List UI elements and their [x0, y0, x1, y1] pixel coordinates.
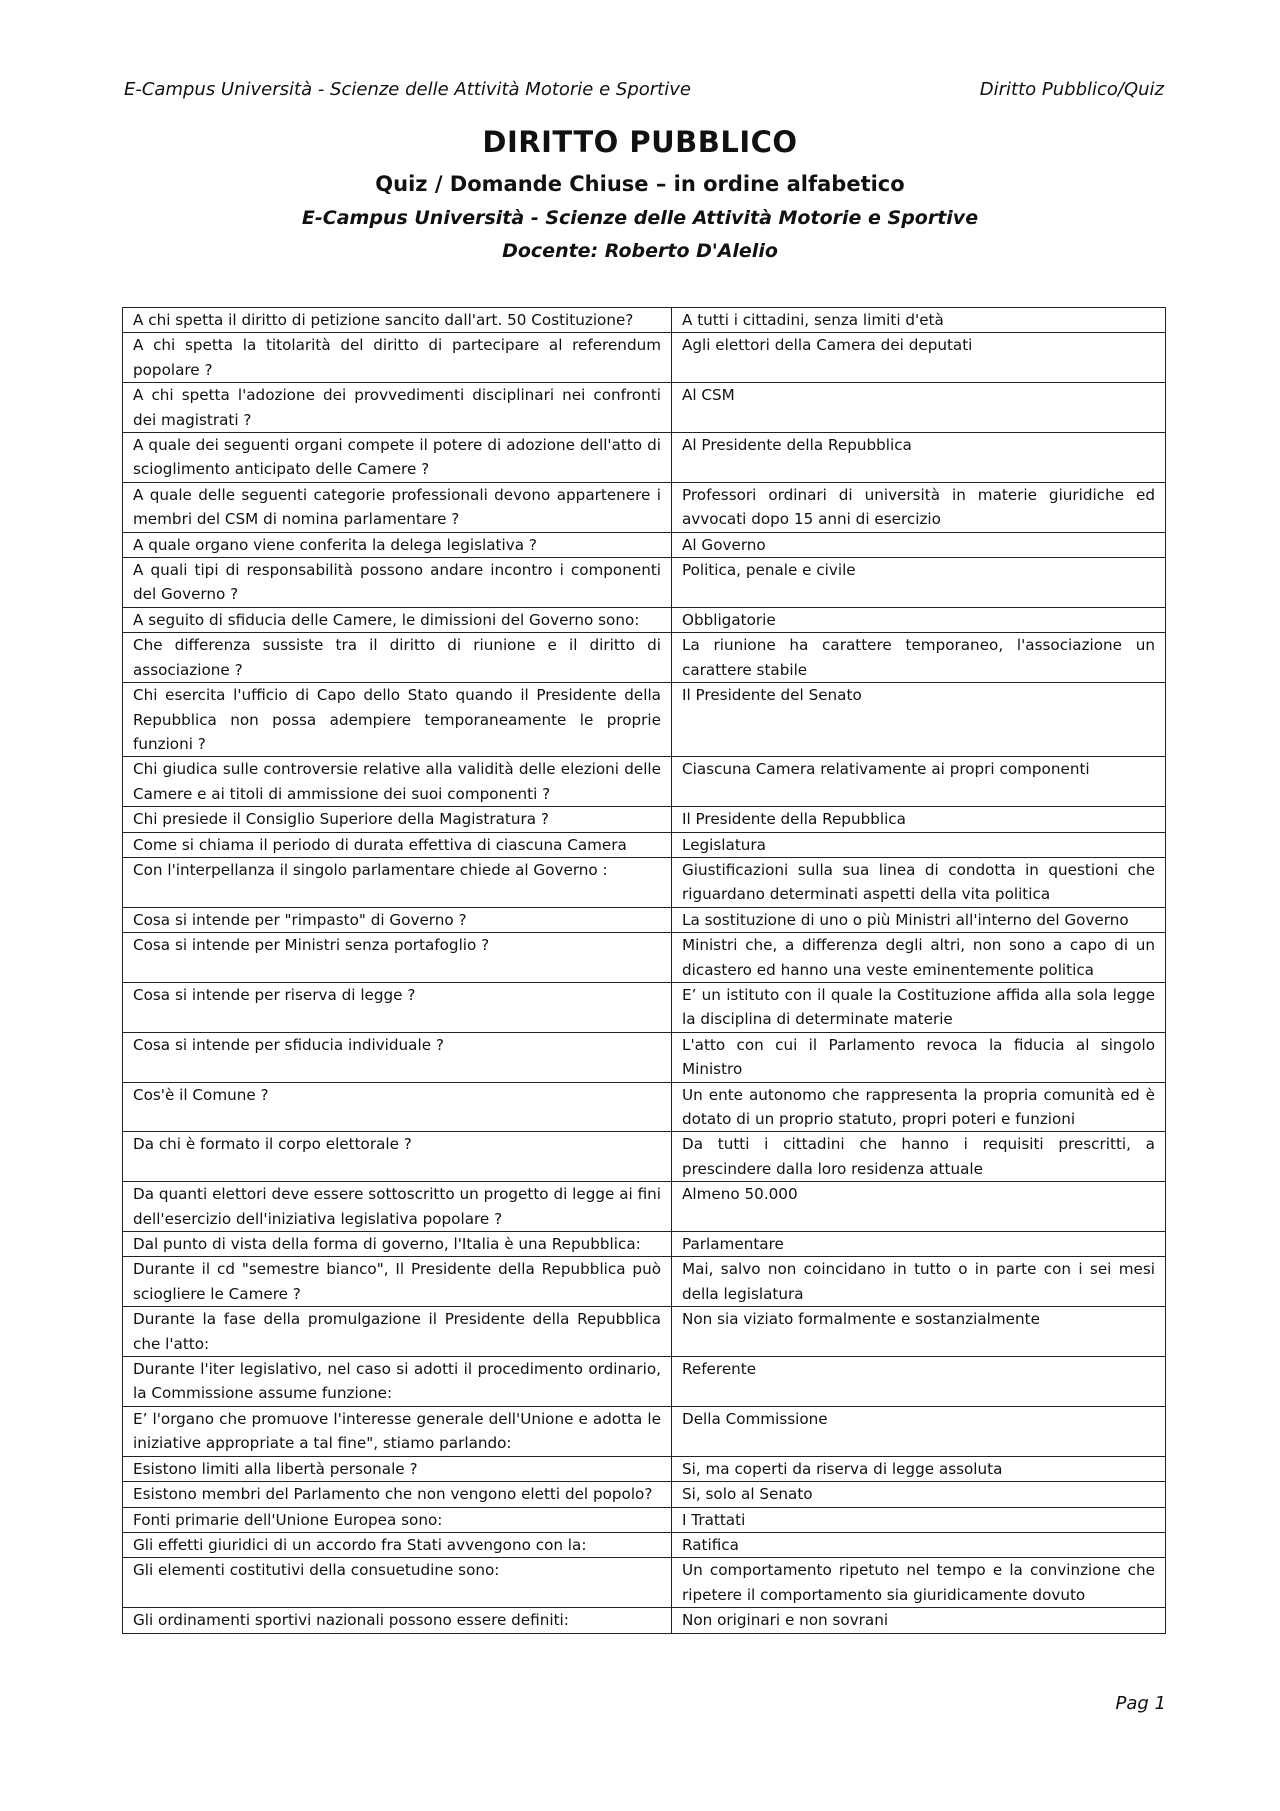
answer-cell: A tutti i cittadini, senza limiti d'età — [672, 308, 1166, 333]
answer-cell: Almeno 50.000 — [672, 1182, 1166, 1232]
question-cell: Fonti primarie dell'Unione Europea sono: — [123, 1507, 672, 1532]
table-row — [123, 308, 1166, 333]
question-cell: E’ l'organo che promuove l'interesse generale dell'Unione e adotta le iniziative appropriate a tal fine", stiamo parlando: — [123, 1406, 672, 1456]
answer-cell: Non sia viziato formalmente e sostanzialmente — [672, 1307, 1166, 1357]
answer-cell: Il Presidente della Repubblica — [672, 807, 1166, 832]
question-cell: Esistono membri del Parlamento che non vengono eletti del popolo? — [123, 1482, 672, 1507]
table-row — [123, 807, 1166, 832]
answer-cell: Obbligatorie — [672, 607, 1166, 632]
answer-cell: L'atto con cui il Parlamento revoca la fiducia al singolo Ministro — [672, 1032, 1166, 1082]
answer-cell: Agli elettori della Camera dei deputati — [672, 333, 1166, 383]
question-cell: Dal punto di vista della forma di governo, l'Italia è una Repubblica: — [123, 1232, 672, 1257]
question-cell: Chi giudica sulle controversie relative alla validità delle elezioni delle Camere e ai titoli di ammissione dei suoi componenti ? — [123, 757, 672, 807]
table-row — [123, 1032, 1166, 1082]
table-row — [123, 1456, 1166, 1481]
question-cell: A quale delle seguenti categorie professionali devono appartenere i membri del CSM di nomina parlamentare ? — [123, 482, 672, 532]
answer-cell: Ratifica — [672, 1532, 1166, 1557]
table-row — [123, 433, 1166, 483]
question-cell: Chi presiede il Consiglio Superiore della Magistratura ? — [123, 807, 672, 832]
question-cell: Cosa si intende per sfiducia individuale ? — [123, 1032, 672, 1082]
question-cell: Con l'interpellanza il singolo parlamentare chiede al Governo : — [123, 857, 672, 907]
teacher-line: Docente: Roberto D'Alelio — [502, 240, 778, 262]
table-row — [123, 1232, 1166, 1257]
table-row — [123, 1082, 1166, 1132]
institution-line: E-Campus Università - Scienze delle Attività Motorie e Sportive — [301, 207, 979, 229]
answer-cell: Della Commissione — [672, 1406, 1166, 1456]
answer-cell: Non originari e non sovrani — [672, 1608, 1166, 1633]
table-row — [123, 1608, 1166, 1633]
table-row — [123, 1558, 1166, 1608]
answer-cell: Parlamentare — [672, 1232, 1166, 1257]
answer-cell: Al CSM — [672, 383, 1166, 433]
question-cell: Durante la fase della promulgazione il Presidente della Repubblica che l'atto: — [123, 1307, 672, 1357]
table-row — [123, 1257, 1166, 1307]
document-subtitle: Quiz / Domande Chiuse – in ordine alfabetico — [375, 172, 905, 196]
question-cell: Che differenza sussiste tra il diritto di riunione e il diritto di associazione ? — [123, 633, 672, 683]
answer-cell: Al Governo — [672, 532, 1166, 557]
table-row — [123, 482, 1166, 532]
question-cell: Gli effetti giuridici di un accordo fra Stati avvengono con la: — [123, 1532, 672, 1557]
table-row — [123, 832, 1166, 857]
question-cell: Gli elementi costitutivi della consuetudine sono: — [123, 1558, 672, 1608]
question-cell: A quale dei seguenti organi compete il potere di adozione dell'atto di scioglimento anticipato delle Camere ? — [123, 433, 672, 483]
table-row — [123, 383, 1166, 433]
answer-cell: Professori ordinari di università in materie giuridiche ed avvocati dopo 15 anni di esercizio — [672, 482, 1166, 532]
table-row — [123, 757, 1166, 807]
page-number: Pag 1 — [1115, 1693, 1166, 1714]
table-row — [123, 607, 1166, 632]
document-title: DIRITTO PUBBLICO — [482, 125, 798, 159]
table-row — [123, 532, 1166, 557]
question-cell: Chi esercita l'ufficio di Capo dello Stato quando il Presidente della Repubblica non possa adempiere temporaneamente le proprie funzioni ? — [123, 683, 672, 757]
answer-cell: Al Presidente della Repubblica — [672, 433, 1166, 483]
answer-cell: Un comportamento ripetuto nel tempo e la convinzione che ripetere il comportamento sia giuridicamente dovuto — [672, 1558, 1166, 1608]
table-row — [123, 1132, 1166, 1182]
table-row — [123, 1357, 1166, 1407]
running-header-left: E-Campus Università - Scienze delle Attività Motorie e Sportive — [124, 79, 691, 100]
answer-cell: Politica, penale e civile — [672, 558, 1166, 608]
answer-cell: E’ un istituto con il quale la Costituzione affida alla sola legge la disciplina di determinate materie — [672, 982, 1166, 1032]
question-cell: A seguito di sfiducia delle Camere, le dimissioni del Governo sono: — [123, 607, 672, 632]
running-header-right: Diritto Pubblico/Quiz — [979, 79, 1164, 100]
table-row — [123, 1507, 1166, 1532]
answer-cell: Da tutti i cittadini che hanno i requisiti prescritti, a prescindere dalla loro residenza attuale — [672, 1132, 1166, 1182]
question-cell: Da quanti elettori deve essere sottoscritto un progetto di legge ai fini dell'esercizio dell'iniziativa legislativa popolare ? — [123, 1182, 672, 1232]
table-row — [123, 1532, 1166, 1557]
question-cell: A chi spetta l'adozione dei provvedimenti disciplinari nei confronti dei magistrati ? — [123, 383, 672, 433]
answer-cell: Si, solo al Senato — [672, 1482, 1166, 1507]
question-cell: Durante il cd "semestre bianco", Il Presidente della Repubblica può sciogliere le Camere ? — [123, 1257, 672, 1307]
answer-cell: Ciascuna Camera relativamente ai propri componenti — [672, 757, 1166, 807]
question-cell: Durante l'iter legislativo, nel caso si adotti il procedimento ordinario, la Commissione assume funzione: — [123, 1357, 672, 1407]
table-row — [123, 558, 1166, 608]
table-row — [123, 933, 1166, 983]
question-cell: A chi spetta il diritto di petizione sancito dall'art. 50 Costituzione? — [123, 308, 672, 333]
answer-cell: Ministri che, a differenza degli altri, non sono a capo di un dicastero ed hanno una veste eminentemente politica — [672, 933, 1166, 983]
question-cell: Cos'è il Comune ? — [123, 1082, 672, 1132]
answer-cell: Mai, salvo non coincidano in tutto o in parte con i sei mesi della legislatura — [672, 1257, 1166, 1307]
answer-cell: Legislatura — [672, 832, 1166, 857]
table-row — [123, 633, 1166, 683]
table-row — [123, 1182, 1166, 1232]
answer-cell: La sostituzione di uno o più Ministri all'interno del Governo — [672, 907, 1166, 932]
table-row — [123, 907, 1166, 932]
table-row — [123, 982, 1166, 1032]
table-row — [123, 857, 1166, 907]
table-row — [123, 333, 1166, 383]
table-row — [123, 1482, 1166, 1507]
answer-cell: Giustificazioni sulla sua linea di condotta in questioni che riguardano determinati aspetti della vita politica — [672, 857, 1166, 907]
question-cell: Cosa si intende per "rimpasto" di Governo ? — [123, 907, 672, 932]
question-cell: Esistono limiti alla libertà personale ? — [123, 1456, 672, 1481]
quiz-table-body — [123, 308, 1166, 1634]
question-cell: A quale organo viene conferita la delega legislativa ? — [123, 532, 672, 557]
question-cell: Da chi è formato il corpo elettorale ? — [123, 1132, 672, 1182]
question-cell: A chi spetta la titolarità del diritto di partecipare al referendum popolare ? — [123, 333, 672, 383]
question-cell: Cosa si intende per Ministri senza portafoglio ? — [123, 933, 672, 983]
question-cell: A quali tipi di responsabilità possono andare incontro i componenti del Governo ? — [123, 558, 672, 608]
question-cell: Gli ordinamenti sportivi nazionali possono essere definiti: — [123, 1608, 672, 1633]
quiz-table — [122, 307, 1166, 1634]
answer-cell: Referente — [672, 1357, 1166, 1407]
question-cell: Cosa si intende per riserva di legge ? — [123, 982, 672, 1032]
table-row — [123, 683, 1166, 757]
table-row — [123, 1307, 1166, 1357]
answer-cell: I Trattati — [672, 1507, 1166, 1532]
answer-cell: Il Presidente del Senato — [672, 683, 1166, 757]
answer-cell: La riunione ha carattere temporaneo, l'associazione un carattere stabile — [672, 633, 1166, 683]
answer-cell: Un ente autonomo che rappresenta la propria comunità ed è dotato di un proprio statuto, propri poteri e funzioni — [672, 1082, 1166, 1132]
question-cell: Come si chiama il periodo di durata effettiva di ciascuna Camera — [123, 832, 672, 857]
answer-cell: Si, ma coperti da riserva di legge assoluta — [672, 1456, 1166, 1481]
table-row — [123, 1406, 1166, 1456]
